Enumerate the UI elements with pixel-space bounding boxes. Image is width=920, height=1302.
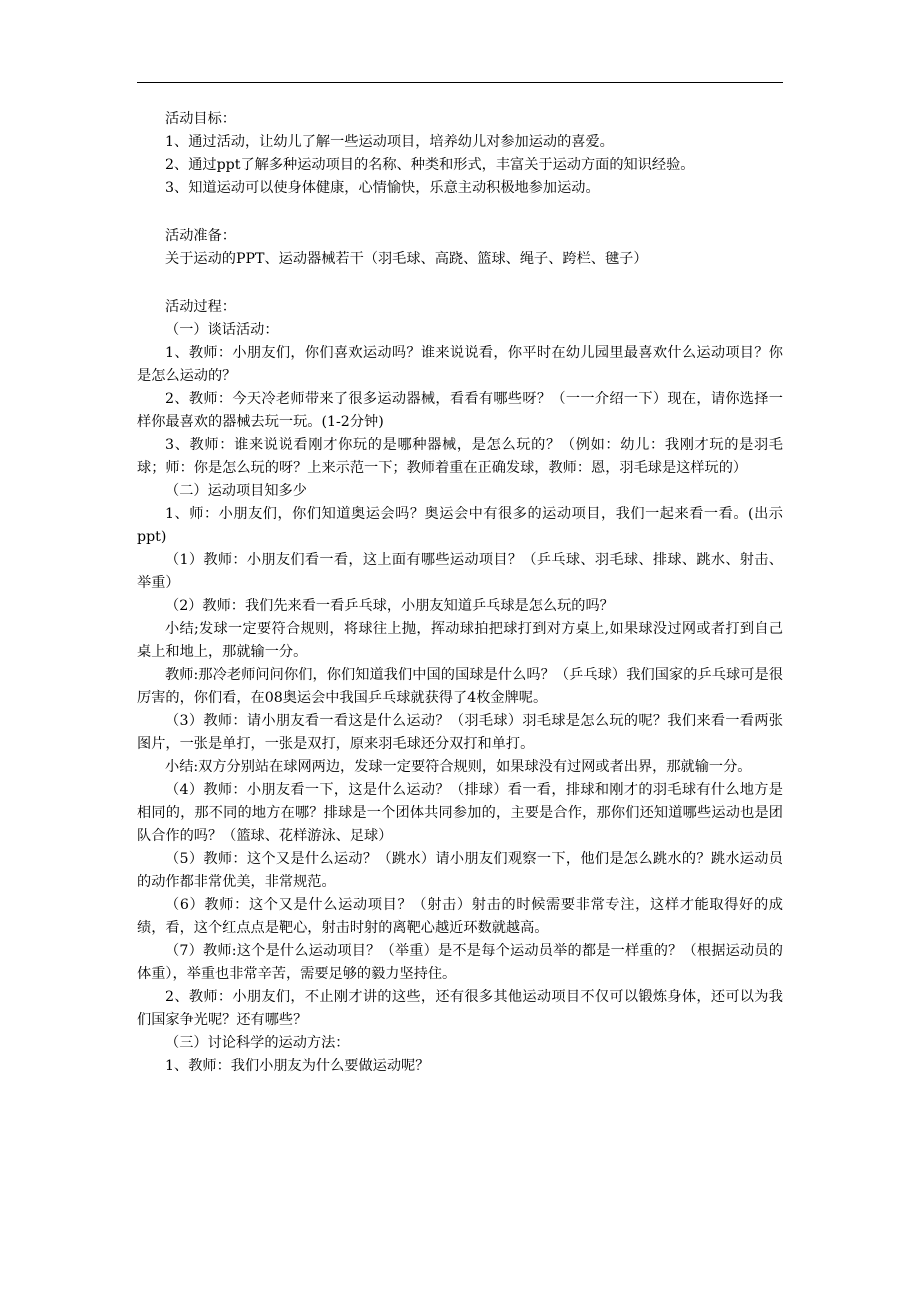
spacer: [137, 200, 783, 225]
section-2-title: （二）运动项目知多少: [165, 483, 307, 499]
section-2-question-1: （1）教师：小朋友们看一看，这上面有哪些运动项目？（乒乓球、羽毛球、排球、跳水、射击、举重）: [137, 552, 783, 591]
goal-item-3: 3、知道运动可以使身体健康，心情愉快，乐意主动积极地参加运动。: [165, 180, 600, 196]
section-3-title: （三）讨论科学的运动方法：: [165, 1035, 350, 1051]
section-2-question-3: （3）教师：请小朋友看一看这是什么运动？（羽毛球）羽毛球是怎么玩的呢？我们来看一看两张图片，一张是单打，一张是双打，原来羽毛球还分双打和单打。: [137, 713, 783, 752]
spacer: [137, 271, 783, 296]
section-2-para-1: 1、师：小朋友们，你们知道奥运会吗？奥运会中有很多的运动项目，我们一起来看一看。(出示ppt): [137, 506, 783, 545]
section-2-question-2: （2）教师：我们先来看一看乒乓球，小朋友知道乒乓球是怎么玩的吗？: [165, 598, 614, 614]
section-2-para-2: 2、教师：小朋友们，不止刚才讲的这些，还有很多其他运动项目不仅可以锻炼身体，还可以为我们国家争光呢？还有哪些？: [137, 989, 783, 1028]
process-heading: 活动过程：: [165, 299, 236, 315]
header-rule: [137, 82, 783, 83]
section-2-summary-2: 小结:双方分别站在球网两边，发球一定要符合规则，如果球没有过网或者出界，那就输一分。: [165, 759, 752, 775]
document-body: [137, 108, 783, 1078]
section-1-para-2: 2、教师：今天冷老师带来了很多运动器械，看看有哪些呀？（一一介绍一下）现在，请你选择一样你最喜欢的器械去玩一玩。(1-2分钟): [137, 391, 783, 430]
section-1-para-1: 1、教师：小朋友们，你们喜欢运动吗？谁来说说看，你平时在幼儿园里最喜欢什么运动项目？你是怎么运动的？: [137, 345, 783, 384]
goal-item-2: 2、通过ppt了解多种运动项目的名称、种类和形式，丰富关于运动方面的知识经验。: [165, 157, 695, 173]
section-2-question-6: （6）教师：这个又是什么运动项目？（射击）射击的时候需要非常专注，这样才能取得好的成绩，看，这个红点点是靶心，射击时射的离靶心越近环数就越高。: [137, 897, 783, 936]
goals-heading: 活动目标：: [165, 111, 236, 127]
goal-item-1: 1、通过活动，让幼儿了解一些运动项目，培养幼儿对参加运动的喜爱。: [165, 134, 614, 150]
section-2-question-4: （4）教师：小朋友看一下，这是什么运动？（排球）看一看，排球和刚才的羽毛球有什么地方是相同的，那不同的地方在哪？排球是一个团体共同参加的，主要是合作，那你们还知道哪些运动也是团队合作的吗？（篮球、花样游泳、足球）: [137, 782, 783, 844]
section-2-question-5: （5）教师：这个又是什么运动？（跳水）请小朋友们观察一下，他们是怎么跳水的？跳水运动员的动作都非常优美，非常规范。: [137, 851, 783, 890]
section-3-para-1: 1、教师：我们小朋友为什么要做运动呢？: [165, 1058, 430, 1074]
section-2-summary-1: 小结;发球一定要符合规则，将球往上抛，挥动球拍把球打到对方桌上,如果球没过网或者打到自己桌上和地上，那就输一分。: [137, 621, 783, 660]
section-1-para-3: 3、教师：谁来说说看刚才你玩的是哪种器械，是怎么玩的？（例如：幼儿：我刚才玩的是羽毛球；师：你是怎么玩的呀？上来示范一下；教师着重在正确发球，教师：恩，羽毛球是这样玩的）: [137, 437, 783, 476]
section-2-question-7: （7）教师:这个是什么运动项目？（举重）是不是每个运动员举的都是一样重的？（根据运动员的体重），举重也非常辛苦，需要足够的毅力坚持住。: [137, 943, 783, 982]
section-2-teacher-1: 教师:那冷老师问问你们，你们知道我们中国的国球是什么吗？（乒乓球）我们国家的乒乓球可是很厉害的，你们看，在08奥运会中我国乒乓球就获得了4枚金牌呢。: [137, 667, 783, 706]
prep-heading: 活动准备：: [165, 228, 236, 244]
prep-text: 关于运动的PPT、运动器械若干（羽毛球、高跷、篮球、绳子、跨栏、毽子）: [165, 251, 648, 267]
section-1-title: （一）谈话活动：: [165, 322, 279, 338]
